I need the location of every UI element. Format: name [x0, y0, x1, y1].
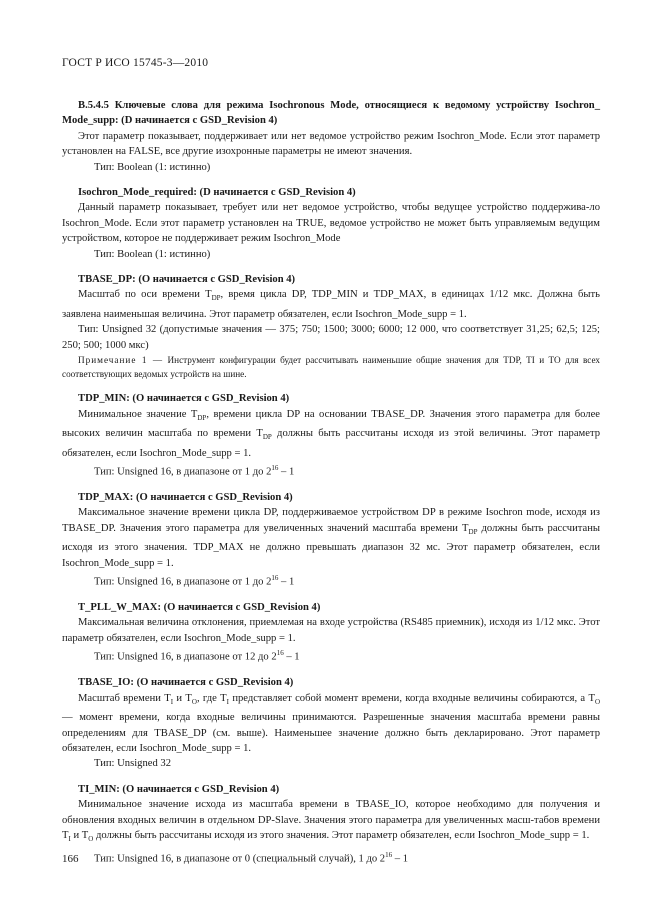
section	[62, 600, 600, 665]
document-body	[62, 98, 600, 876]
note-text: Инструмент конфигурации будет рассчитывать наименьшие общие значения для TDP, TI и TO для всех соответствующих ведомых устройств на шине.	[62, 355, 601, 380]
section-type: Тип: Boolean (1: истинно)	[94, 161, 211, 173]
section-title: TDP_MIN: (O начинается с GSD_Revision 4)	[78, 393, 290, 405]
section	[62, 490, 600, 590]
section-title: TDP_MAX: (O начинается с GSD_Revision 4)	[78, 491, 293, 503]
section	[62, 391, 600, 480]
section-note	[62, 353, 600, 381]
section-title: Isochron_Mode_required: (D начинается с GSD_Revision 4)	[78, 187, 356, 199]
section-paragraph: Максимальное значение времени цикла DP, поддерживаемое устройством DP в режиме Isochron mode, исходя из TBASE_DP. Значения этого параметра для увеличенных значений масштаба времени $T_{DP}$ должны быть рассчитаны исходя из этого значения. TDP_MAX не должно превышать диапазон 32 мс. Этот параметр обязателен, если Isochron_Mode_supp = 1.	[62, 507, 600, 569]
section-title: TI_MIN: (O начинается с GSD_Revision 4)	[78, 783, 280, 795]
section-type: Тип: Unsigned 16, в диапазоне от 12 до $2^{16} - 1$	[94, 649, 300, 663]
section-paragraph: Минимальное значение $T_{DP}$, времени цикла DP на основании TBASE_DP. Значения этого параметра для более высоких величин масштаба по времени $T_{DP}$ должны быть рассчитаны исходя из этой величины. Этот параметр обязателен, если Isochron_Mode_supp = 1.	[62, 408, 600, 459]
document-header: ГОСТ Р ИСО 15745-3—2010	[62, 57, 209, 69]
section	[62, 272, 600, 381]
section-type: Тип: Unsigned 16, в диапазоне от 0 (специальный случай), 1 до $2^{16} - 1$	[94, 850, 408, 865]
section-paragraph: Этот параметр показывает, поддерживает или нет ведомое устройство режим Isochron_Mode. Если этот параметр установлен на FALSE, все другие изохронные параметры не имеют значения.	[62, 130, 600, 158]
section	[62, 185, 600, 262]
section-title: TBASE_IO: (O начинается с GSD_Revision 4)	[78, 677, 294, 689]
section	[62, 782, 600, 867]
section-paragraph: Минимальное значение исхода из масштаба времени в TBASE_IO, которое необходимо для получения и обновления входных величин в отдельном DP-Slave. Значения этого параметра для увеличенных масш-табов времени $T_I$ и $T_O$ должны быть рассчитаны исходя из этого значения. Этот параметр обязателен, если Isochron_Mode_supp = 1.	[62, 799, 600, 844]
section-type: Тип: Boolean (1: истинно)	[94, 248, 211, 260]
section-type: Тип: Unsigned 16, в диапазоне от 1 до $2^{16} - 1$	[94, 574, 295, 588]
section-paragraph: Максимальная величина отклонения, приемлемая на входе устройства (RS485 приемник), исходя из 1/12 мкс. Этот параметр обязателен, если Isochron_Mode_supp = 1.	[62, 617, 600, 644]
section-paragraph: Тип: Unsigned 32 (допустимые значения — 375; 750; 1500; 3000; 6000; 12 000, что соответствует 31,25; 62,5; 125; 250; 500; 1000 мкс)	[62, 324, 600, 351]
section-paragraph: Данный параметр показывает, требует или нет ведомое устройство, чтобы ведущее устройство поддержива-ло Isochron_Mode. Если этот параметр установлен на TRUE, ведомое устройство не может быть управляемым ведущим устройством, которое не поддерживает режим Isochron_Mode	[62, 202, 600, 245]
section-title: TBASE_DP: (O начинается с GSD_Revision 4)	[78, 274, 296, 286]
section-paragraph: Масштаб времени $T_I$ и $T_O$, где $T_I$ представляет собой момент времени, когда входные величины собираются, а $T_O$ — момент времени, когда входные величины принимаются. Разрешенные значения масштаба времени равны определениям для TBASE_DP (см. выше). Наименьшее значение должно быть декларировано. Этот параметр обязателен, если Isochron_Mode_supp = 1.	[62, 692, 601, 754]
note-label: Примечание 1 —	[78, 355, 164, 366]
section-type: Тип: Unsigned 32	[94, 758, 171, 770]
section-type: Тип: Unsigned 16, в диапазоне от 1 до $2^{16} - 1$	[94, 464, 295, 478]
section	[62, 675, 600, 772]
page-number: 166	[62, 853, 79, 865]
section-paragraph: Масштаб по оси времени $T_{DP}$, время цикла DP, TDP_MIN и TDP_MAX, в единицах 1/12 мкс. Должна быть заявлена наименьшая величина. Этот параметр обязателен, если Isochron_Mode_supp = 1.	[62, 289, 600, 320]
section-title: T_PLL_W_MAX: (O начинается с GSD_Revision 4)	[78, 602, 321, 614]
section-title: B.5.4.5 Ключевые слова для режима Isochronous Mode, относящиеся к ведомому устройству Isochron_ Mode_supp: (D начинается с GSD_Revision 4)	[62, 100, 600, 127]
section	[62, 98, 600, 175]
